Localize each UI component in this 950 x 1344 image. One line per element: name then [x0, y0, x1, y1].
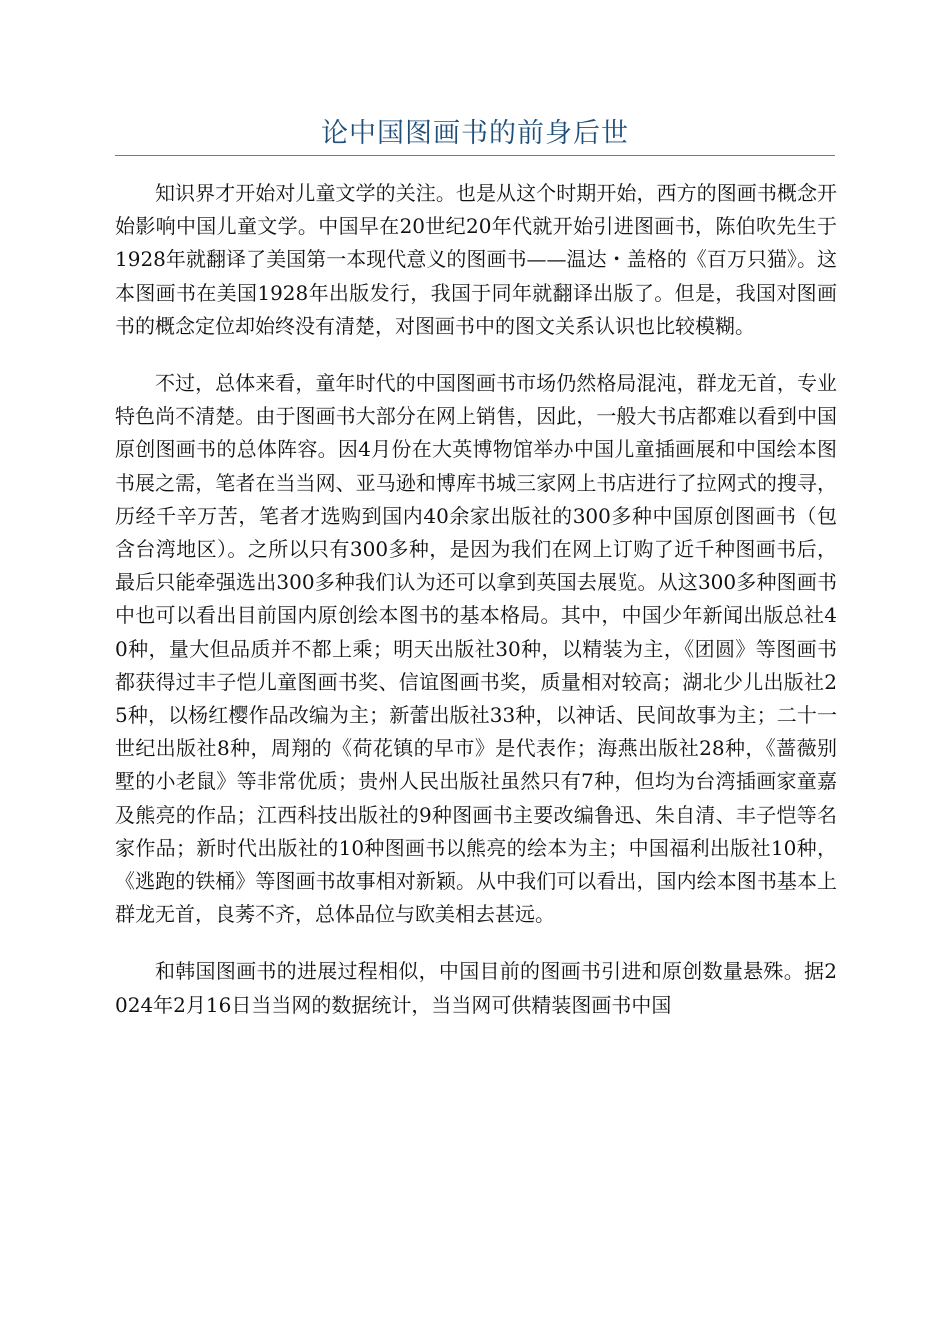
- document-body: [115, 177, 837, 1046]
- document-title: 论中国图画书的前身后世: [321, 118, 629, 149]
- paragraph-1: 知识界才开始对儿童文学的关注。也是从这个时期开始，西方的图画书概念开始影响中国儿童文学。中国早在20世纪20年代就开始引进图画书，陈伯吹先生于1928年就翻译了美国第一本现代意义的图画书——温达・盖格的《百万只猫》。这本图画书在美国1928年出版发行，我国于同年就翻译出版了。但是，我国对图画书的概念定位却始终没有清楚，对图画书中的图文关系认识也比较模糊。: [115, 181, 837, 338]
- title-underline: [115, 155, 835, 156]
- paragraph-3: 和韩国图画书的进展过程相似，中国目前的图画书引进和原创数量悬殊。据2024年2月16日当当网的数据统计，当当网可供精装图画书中国: [115, 959, 837, 1017]
- paragraph-2: 不过，总体来看，童年时代的中国图画书市场仍然格局混沌，群龙无首，专业特色尚不清楚。由于图画书大部分在网上销售，因此，一般大书店都难以看到中国原创图画书的总体阵容。因4月份在大英博物馆举办中国儿童插画展和中国绘本图书展之需，笔者在当当网、亚马逊和博库书城三家网上书店进行了拉网式的搜寻，历经千辛万苦，笔者才选购到国内40余家出版社的300多种中国原创图画书（包含台湾地区）。之所以只有300多种，是因为我们在网上订购了近千种图画书后，最后只能牵强选出300多种我们认为还可以拿到英国去展览。从这300多种图画书中也可以看出目前国内原创绘本图书的基本格局。其中，中国少年新闻出版总社40种，量大但品质并不都上乘；明天出版社30种，以精装为主，《团圆》等图画书都获得过丰子恺儿童图画书奖、信谊图画书奖，质量相对较高；湖北少儿出版社25种，以杨红樱作品改编为主；新蕾出版社33种，以神话、民间故事为主；二十一世纪出版社8种，周翔的《荷花镇的早市》是代表作；海燕出版社28种，《蔷薇别墅的小老鼠》等非常优质；贵州人民出版社虽然只有7种，但均为台湾插画家童嘉及熊亮的作品；江西科技出版社的9种图画书主要改编鲁迅、朱自清、丰子恺等名家作品；新时代出版社的10种图画书以熊亮的绘本为主；中国福利出版社10种，《逃跑的铁桶》等图画书故事相对新颖。从中我们可以看出，国内绘本图书基本上群龙无首，良莠不齐，总体品位与欧美相去甚远。: [115, 371, 837, 927]
